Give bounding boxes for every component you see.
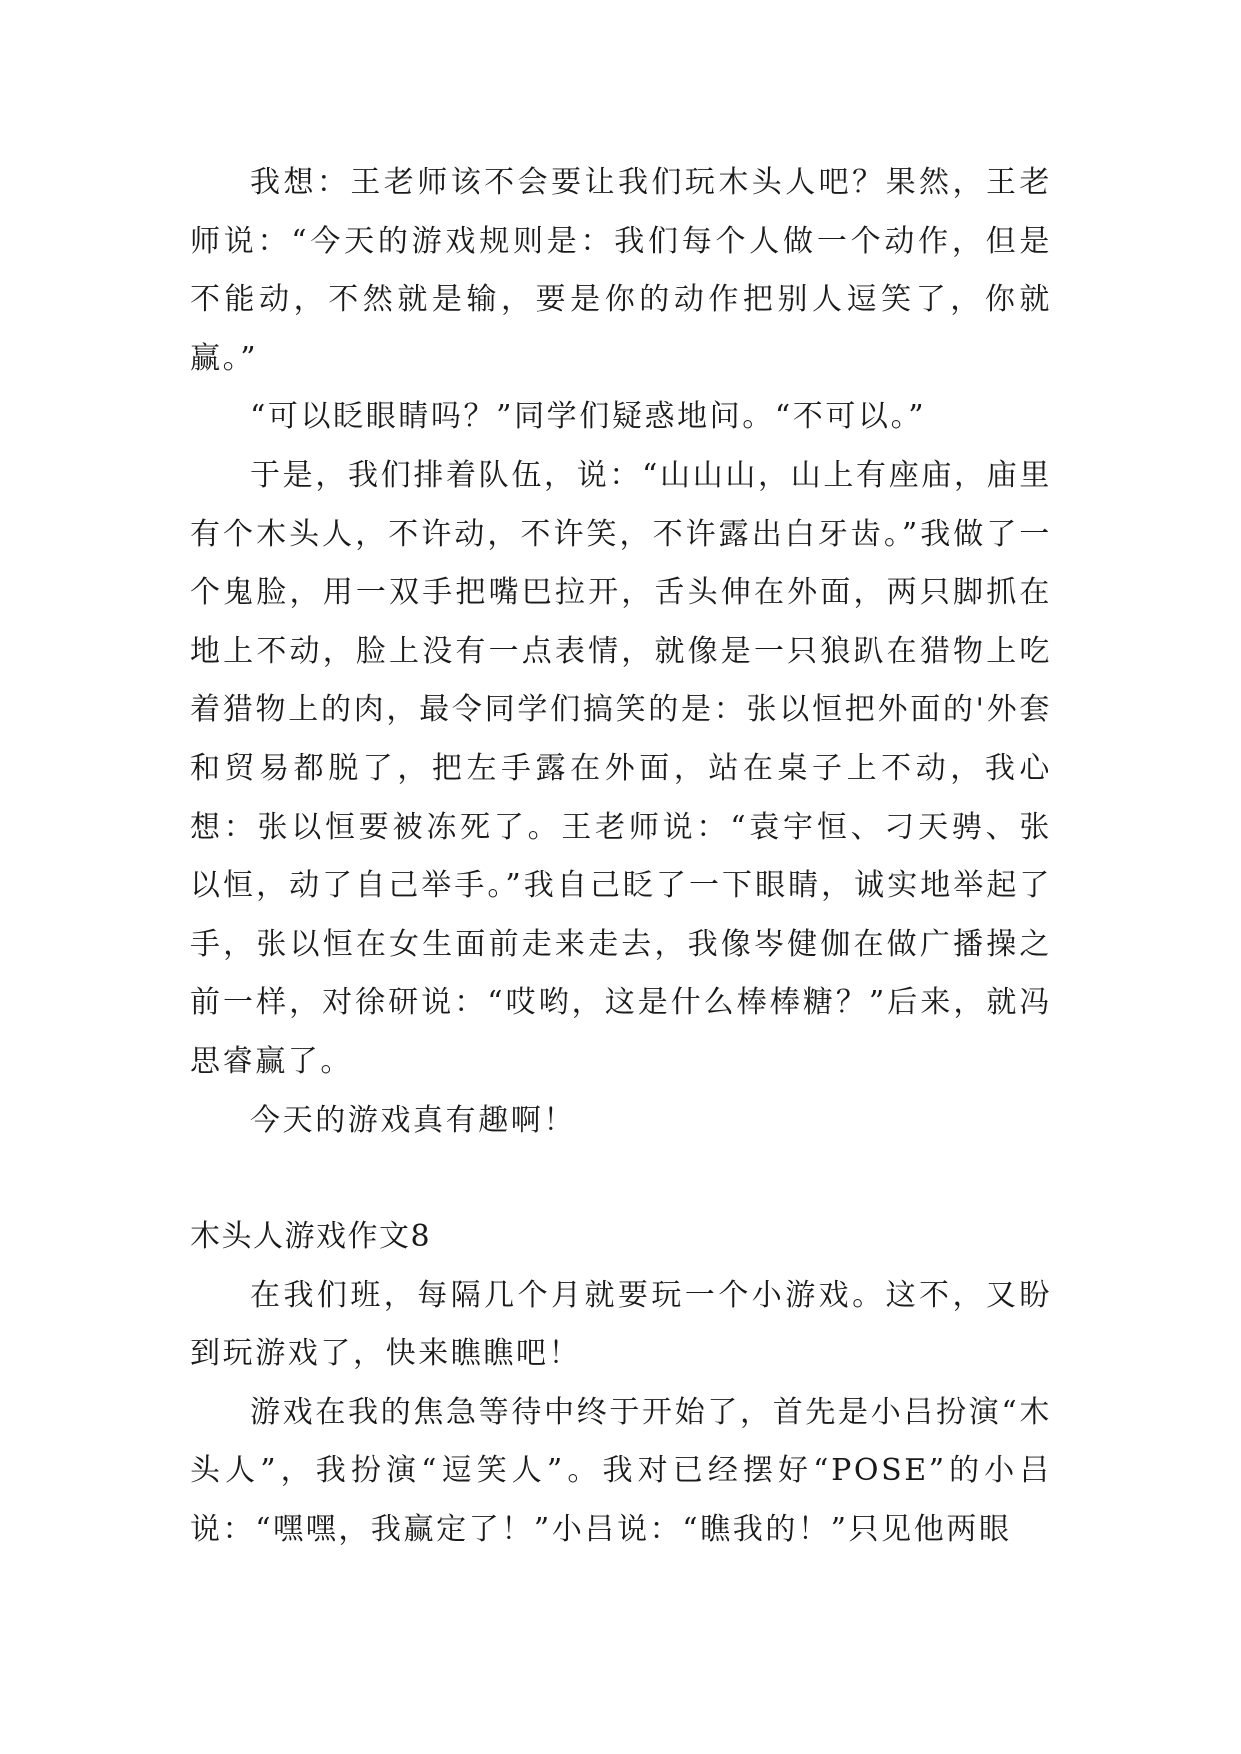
essay-heading: 木头人游戏作文8 [190,1219,432,1255]
paragraph: “可以眨眼睛吗？”同学们疑惑地问。“不可以。” [250,399,927,435]
paragraph: 游戏在我的焦急等待中终于开始了，首先是小吕扮演“木头人”，我扮演“逗笑人”。我对已经摆好“POSE”的小吕说：“嘿嘿，我赢定了！”小吕说：“瞧我的！”只见他两眼 [190,1394,1052,1548]
document-page [190,154,1052,1560]
paragraph: 于是，我们排着队伍，说：“山山山，山上有座庙，庙里有个木头人，不许动，不许笑，不许露出白牙齿。”我做了一个鬼脸，用一双手把嘴巴拉开，舌头伸在外面，两只脚抓在地上不动，脸上没有一点表情，就像是一只狼趴在猎物上吃着猎物上的肉，最令同学们搞笑的是：张以恒把外面的'外套和贸易都脱了，把左手露在外面，站在桌子上不动，我心想：张以恒要被冻死了。王老师说：“袁宇恒、刁天骋、张以恒，动了自己举手。”我自己眨了一下眼睛，诚实地举起了手，张以恒在女生面前走来走去，我像岑健伽在做广播操之前一样，对徐研说：“哎哟，这是什么棒棒糖？”后来，就冯思睿赢了。 [190,457,1052,1079]
paragraph: 我想：王老师该不会要让我们玩木头人吧？果然，王老师说：“今天的游戏规则是：我们每个人做一个动作，但是不能动，不然就是输，要是你的动作把别人逗笑了，你就赢。” [190,165,1052,376]
paragraph: 在我们班，每隔几个月就要玩一个小游戏。这不，又盼到玩游戏了，快来瞧瞧吧！ [190,1277,1052,1372]
paragraph: 今天的游戏真有趣啊！ [250,1102,576,1138]
section-gap [190,1150,1052,1208]
